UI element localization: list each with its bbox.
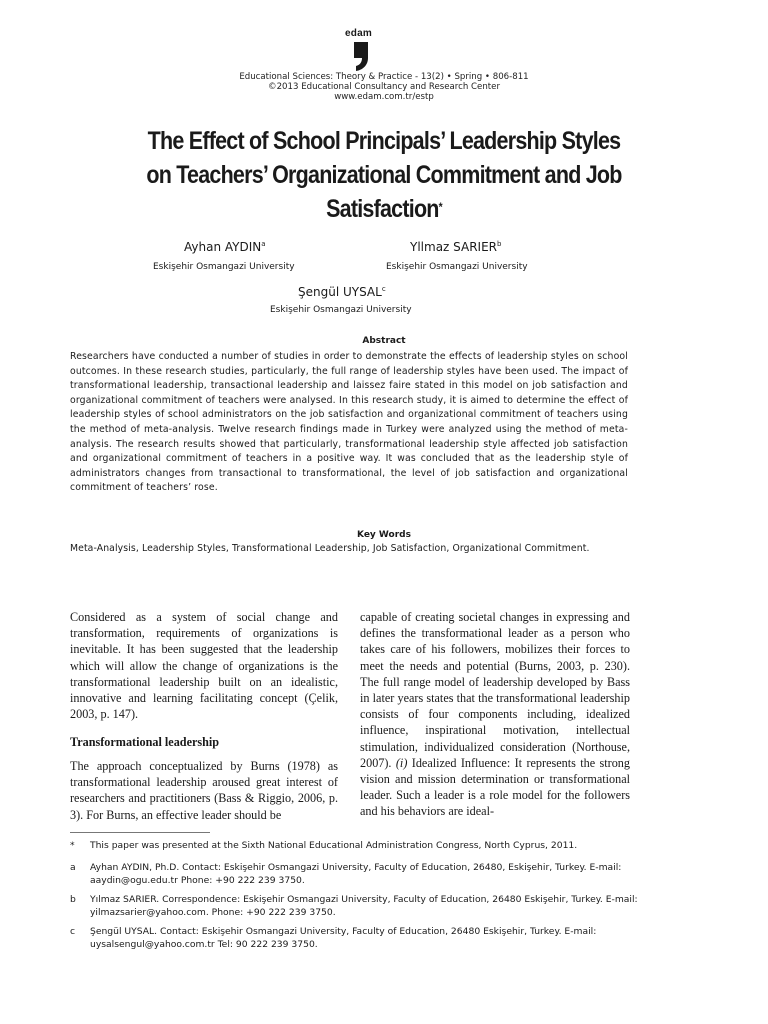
footnote-mark: c xyxy=(70,926,76,937)
journal-info xyxy=(0,72,768,102)
footnote-text: This paper was presented at the Sixth National Educational Administration Congress, North Cyprus, 2011. xyxy=(90,840,578,851)
footnote-text: Şengül UYSAL. Contact: Eskişehir Osmangazi University, Faculty of Education, 26480 Eskişehir, Turkey. E-mail: uysalsengul@yahoo.com.tr Tel: 90 222 239 3750. xyxy=(90,926,597,950)
body-right-column xyxy=(360,609,630,820)
keywords-heading: Key Words xyxy=(357,530,411,540)
edam-logo-icon xyxy=(344,28,376,72)
footnote xyxy=(70,862,640,887)
body-left-column xyxy=(70,609,338,722)
author-name: Şengül UYSAL$^c$ xyxy=(298,285,386,299)
footnote xyxy=(70,926,640,951)
title-footnote-mark: * xyxy=(438,200,442,214)
author-name: Yllmaz SARIER$^b$ xyxy=(410,240,502,254)
body-left-column-2 xyxy=(70,758,338,823)
body-paragraph: capable of creating societal changes in expressing and defines the transformational leader as a person who takes care of his followers, mobilizes their forces to meet the needs and potential (Burns, 2003, p. 230). The full range model of leadership developed by Bass in later years states that the transformational leadership consists of four components including, idealized influence, inspirational motivation, intellectual stimulation, individualized consideration (Northouse, 2007). (i) Idealized Influence: It represents the strong vision and mission determination or transformational leader. Such a leader is a role model for the followers and his behaviors are ideal- xyxy=(360,610,630,819)
journal-citation: Educational Sciences: Theory & Practice - 13(2) • Spring • 806-811 xyxy=(239,72,529,82)
logo-text: edam xyxy=(345,28,372,39)
abstract-heading: Abstract xyxy=(362,336,406,346)
abstract-text: Researchers have conducted a number of studies in order to demonstrate the effects of leadership styles on school outcomes. In these research studies, particularly, the full range of leadership styles have been used. The impact of transformational leadership, transactional leadership and laissez faire stated in this model on job satisfaction and organizational commitment of teachers were analysed. In this research study, it is aimed to determine the effect of leadership styles of school administrators on the job satisfaction and organizational commitment of teachers using the method of meta-analysis. Twelve research findings made in Turkey were analyzed using the method of meta-analysis. The research results showed that particularly, transformational leadership style affected job satisfaction and organizational commitment of teachers in a positive way. It was concluded that as the leadership style of administrators changes from transactional to transformational, the level of job satisfaction and organizational commitment of teachers’ rose. xyxy=(70,351,628,494)
footnote-rule xyxy=(70,832,210,833)
author-affiliation: Eskişehir Osmangazi University xyxy=(270,305,412,315)
footnote-mark: a xyxy=(70,862,76,873)
body-paragraph: Considered as a system of social change and transformation, requirements of organizations is inevitable. It has been suggested that the leadership which will allow the change of organizations is the transformational leadership built on an idealistic, innovative and learning facilitating concept (Çelik, 2003, p. 147). xyxy=(70,610,338,722)
footnote-mark: * xyxy=(70,840,75,851)
author-affiliation: Eskişehir Osmangazi University xyxy=(386,262,528,272)
author-affiliation: Eskişehir Osmangazi University xyxy=(153,262,295,272)
keywords-text: Meta-Analysis, Leadership Styles, Transformational Leadership, Job Satisfaction, Organizational Commitment. xyxy=(70,543,590,554)
footnote-text: Ayhan AYDIN, Ph.D. Contact: Eskişehir Osmangazi University, Faculty of Education, 26480, Eskişehir, Turkey. E-mail: aaydin@ogu.edu.tr Phone: +90 222 239 3750. xyxy=(90,862,622,886)
journal-copyright: ©2013 Educational Consultancy and Research Center xyxy=(268,82,500,92)
paper-title: The Effect of School Principals’ Leadership Styles on Teachers’ Organizational Commitment and Job Satisfaction* xyxy=(146,127,622,223)
footnote-mark: b xyxy=(70,894,76,905)
footnote-text: Yılmaz SARIER. Correspondence: Eskişehir Osmangazi University, Faculty of Education, 26480 Eskişehir, Turkey. E-mail: yilmazsarier@yahoo.com. Phone: +90 222 239 3750. xyxy=(90,894,638,918)
section-subheading: Transformational leadership xyxy=(70,735,220,749)
footnote xyxy=(70,894,640,919)
footnote xyxy=(70,840,640,853)
body-paragraph: The approach conceptualized by Burns (1978) as transformational leadership aroused great interest of researchers and practitioners (Bass & Riggio, 2006, p. 3). For Burns, an effective leader should be xyxy=(70,759,338,822)
journal-url: www.edam.com.tr/estp xyxy=(334,92,434,102)
author-name: Ayhan AYDIN$^a$ xyxy=(184,240,266,254)
